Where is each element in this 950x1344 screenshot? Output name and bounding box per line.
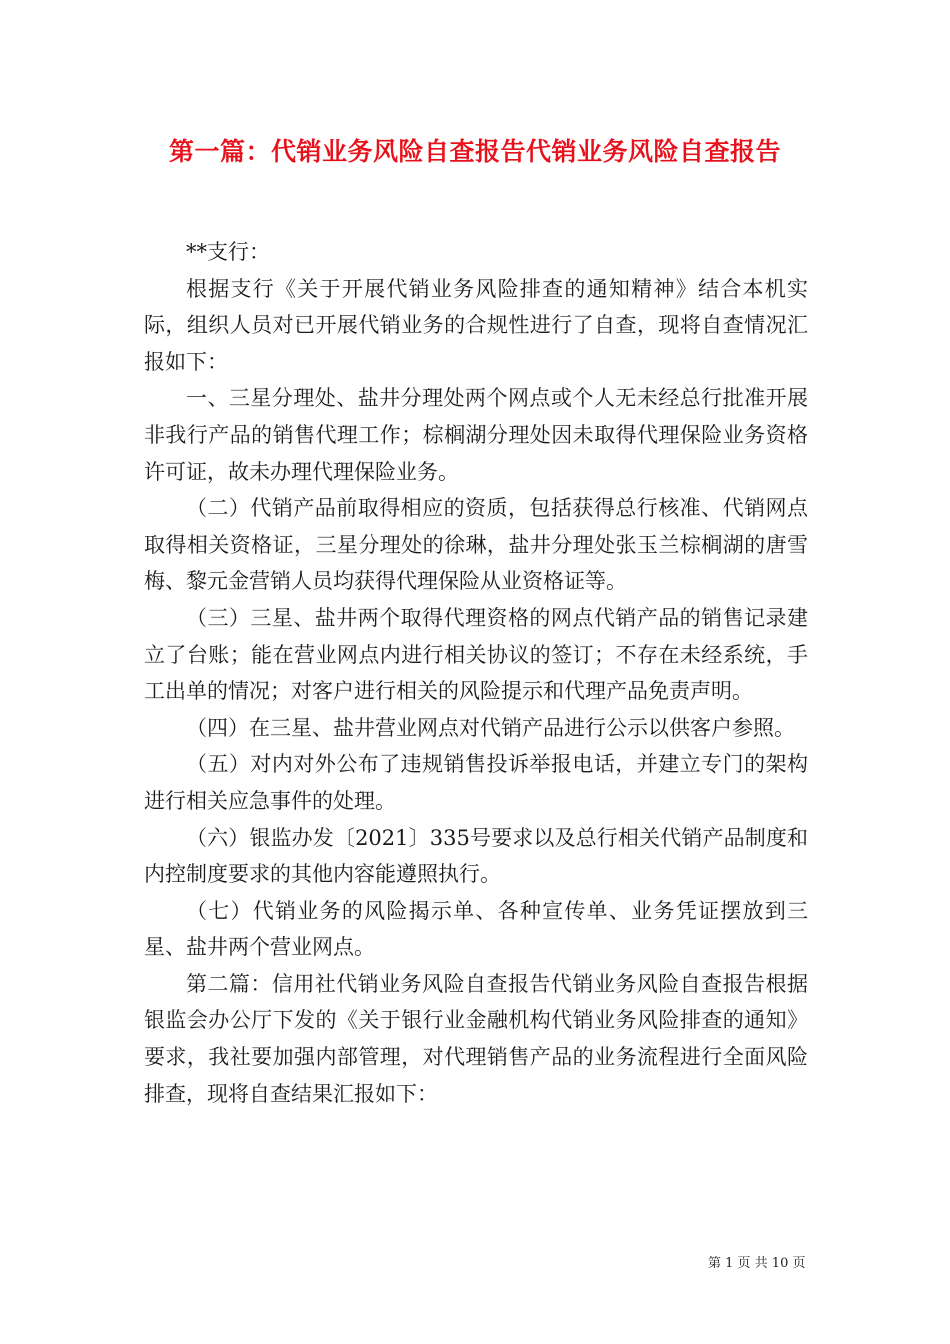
paragraph-item-5: （五）对内对外公布了违规销售投诉举报电话，并建立专门的架构进行相关应急事件的处理。 <box>144 752 808 813</box>
paragraph-item-3: （三）三星、盐井两个取得代理资格的网点代销产品的销售记录建立了台账；能在营业网点内进行相关协议的签订；不存在未经系统，手工出单的情况；对客户进行相关的风险提示和代理产品免责声明。 <box>144 605 808 704</box>
paragraph-item-7: （七）代销业务的风险揭示单、各种宣传单、业务凭证摆放到三星、盐井两个营业网点。 <box>144 898 808 960</box>
document-body <box>144 234 808 1112</box>
paragraph-intro: 根据支行《关于开展代销业务风险排查的通知精神》结合本机实际，组织人员对已开展代销业务的合规性进行了自查，现将自查情况汇报如下： <box>144 276 808 374</box>
paragraph-item-1: 一、三星分理处、盐井分理处两个网点或个人无未经总行批准开展非我行产品的销售代理工作；棕榈湖分理处因未取得代理保险业务资格许可证，故未办理代理保险业务。 <box>144 386 808 484</box>
paragraph-item-2: （二）代销产品前取得相应的资质，包括获得总行核准、代销网点取得相关资格证，三星分理处的徐琳，盐井分理处张玉兰棕榈湖的唐雪梅、黎元金营销人员均获得代理保险从业资格证等。 <box>144 496 808 594</box>
paragraph-item-4: （四）在三星、盐井营业网点对代销产品进行公示以供客户参照。 <box>186 715 795 740</box>
document-title: 第一篇：代销业务风险自查报告代销业务风险自查报告 <box>168 137 781 166</box>
paragraph-item-6: （六）银监办发〔2021〕335号要求以及总行相关代销产品制度和内控制度要求的其他内容能遵照执行。 <box>144 825 808 887</box>
page-number-footer: 第 1 页 共 10 页 <box>708 1256 806 1271</box>
paragraph-second-article: 第二篇：信用社代销业务风险自查报告代销业务风险自查报告根据银监会办公厅下发的《关于银行业金融机构代销业务风险排查的通知》要求，我社要加强内部管理，对代理销售产品的业务流程进行全面风险排查，现将自查结果汇报如下： <box>144 971 808 1106</box>
salutation: **支行： <box>186 240 270 264</box>
